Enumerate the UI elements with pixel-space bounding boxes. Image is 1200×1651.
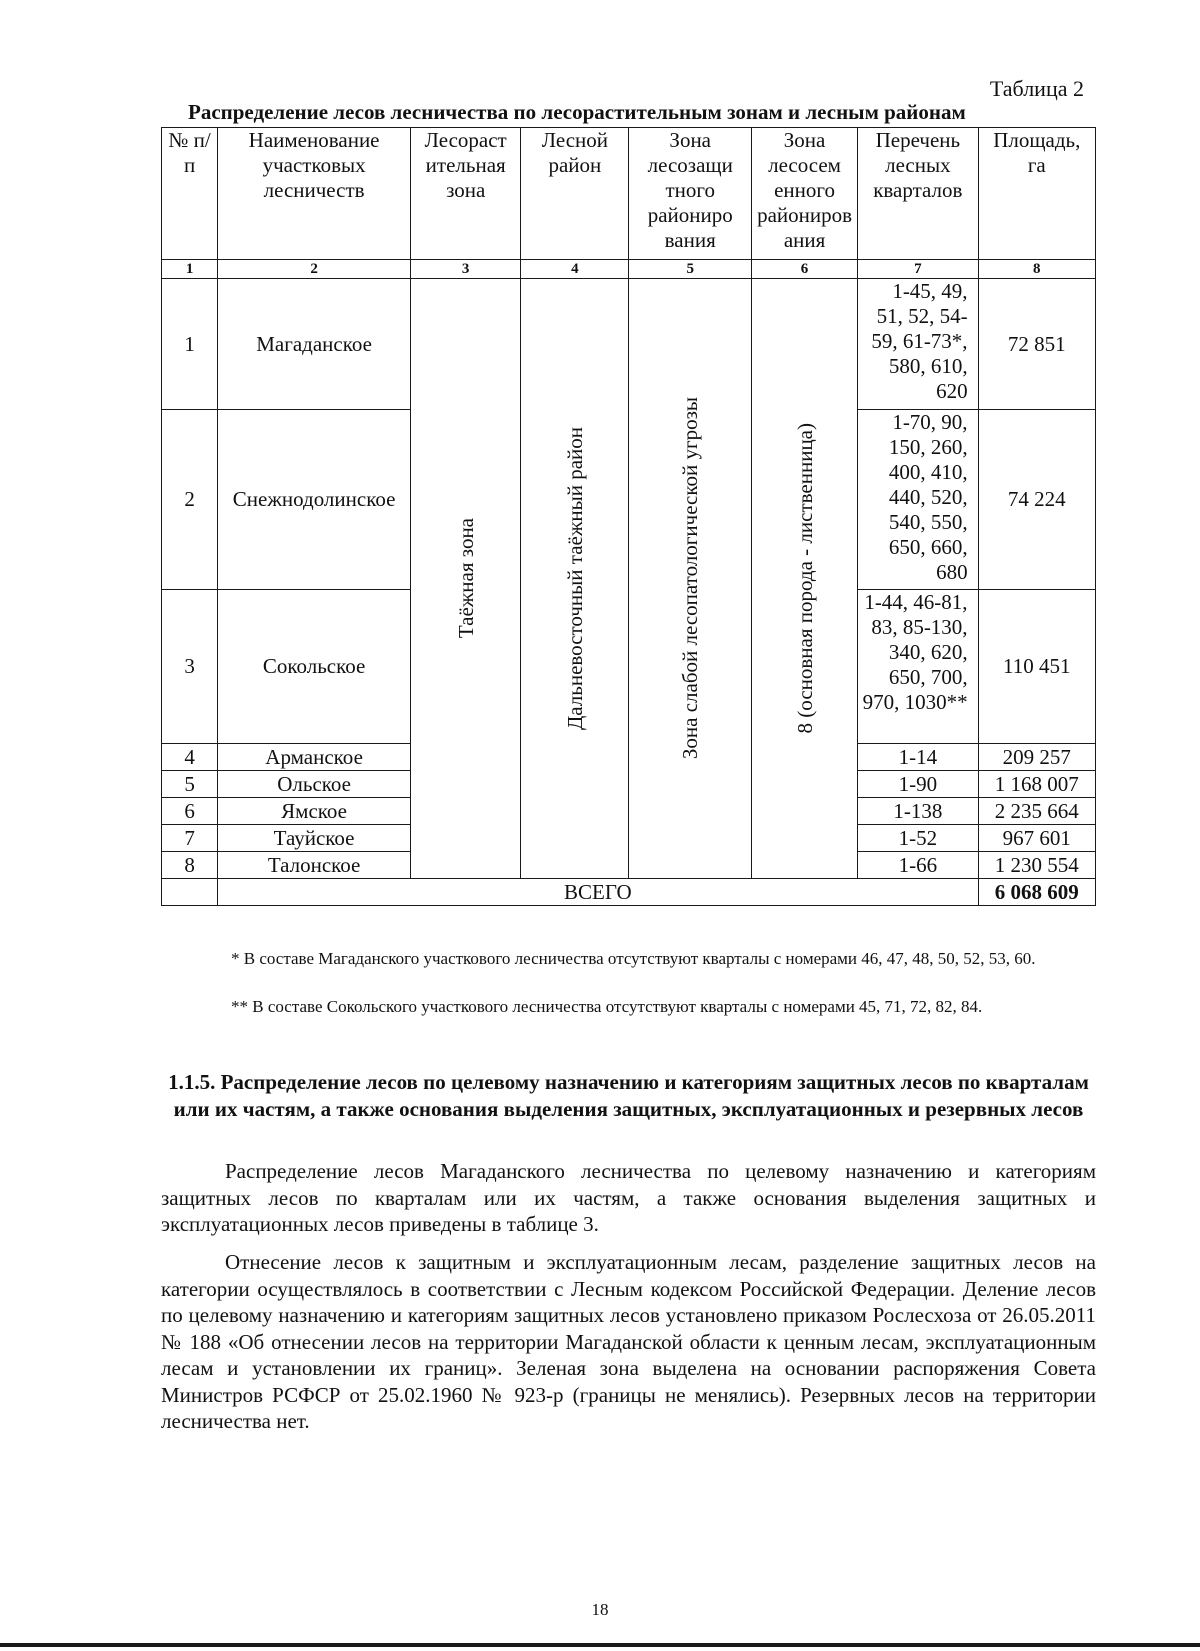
bottom-rule [0,1643,1200,1647]
seed-zone-cell [751,279,857,879]
footnote-2 [161,994,1096,1020]
paragraph-1 [161,1158,1096,1238]
row-number: 8 [162,852,218,879]
area-value: 1 230 554 [978,852,1095,879]
forestry-name: Талонское [218,852,411,879]
area-value: 967 601 [978,825,1095,852]
forestry-name: Снежнодолинское [218,410,411,590]
column-number: 8 [978,260,1095,279]
table-row [162,279,1096,410]
quarters-list: 1-44, 46-81, 83, 85-130, 340, 620, 650, 700, 970, 1030** [858,590,978,744]
table-header-row [162,128,1096,260]
column-number: 2 [218,260,411,279]
table-label: Таблица 2 [989,76,1084,101]
forest-zone-cell [411,279,521,879]
row-number: 7 [162,825,218,852]
quarters-list: 1-52 [858,825,978,852]
quarters-list: 1-70, 90, 150, 260, 400, 410, 440, 520, 540, 550, 650, 660, 680 [858,410,978,590]
table-title: Распределение лесов лесничества по лесорастительным зонам и лесным районам [188,100,966,124]
total-row [162,879,1096,906]
forest-district: Дальневосточный таёжный район [562,426,587,731]
forestry-name: Тауйское [218,825,411,852]
protection-zone: Зона слабой лесопатологической угрозы [678,397,703,760]
quarters-list: 1-66 [858,852,978,879]
paragraph-2-text: Отнесение лесов к защитным и эксплуатационным лесам, разделение защитных лесов на категории осуществлялось в соответствии с Лесным кодексом Российской Федерации. Деление лесов по целевому назначению и категориям защитных лесов установлено приказом Рослесхоза от 26.05.2011 № 188 «Об отнесении лесов на территории Магаданской области к ценным лесам, эксплуатационным лесам и установлении их границ». Зеленая зона выделена на основании распоряжения Совета Министров РСФСР от 25.02.1960 № 923-р (границы не менялись). Резервных лесов на территории лесничества нет. [161,1250,1096,1433]
header-cell: № п/п [162,128,218,260]
area-value: 72 851 [978,279,1095,410]
total-label: ВСЕГО [218,879,978,906]
row-number: 4 [162,744,218,771]
header-cell: Зона лесозащи тного райониро вания [629,128,751,260]
header-cell: Площадь, га [978,128,1095,260]
column-number: 5 [629,260,751,279]
column-number: 1 [162,260,218,279]
page-number: 18 [591,1600,609,1619]
forestry-name: Ямское [218,798,411,825]
column-number: 7 [858,260,978,279]
forest-zone: Таёжная зона [453,518,478,639]
row-number: 3 [162,590,218,744]
area-value: 1 168 007 [978,771,1095,798]
row-number: 6 [162,798,218,825]
header-cell: Перечень лесных кварталов [858,128,978,260]
forest-distribution-table [161,127,1096,906]
row-number: 2 [162,410,218,590]
header-cell: Лесной район [521,128,629,260]
column-number: 3 [411,260,521,279]
paragraph-1-text: Распределение лесов Магаданского лесничества по целевому назначению и категориям защитных лесов по кварталам или их частям, а также основания выделения защитных и эксплуатационных лесов приведены в таблице 3. [161,1159,1096,1236]
column-number: 4 [521,260,629,279]
total-blank-cell [162,879,218,906]
footnote-1-text: * В составе Магаданского участкового лесничества отсутствуют кварталы с номерами 46, 47, 48, 50, 52, 53, 60. [231,949,1036,968]
section-heading: 1.1.5. Распределение лесов по целевому назначению и категориям защитных лесов по кварталам или их частям, а также основания выделения защитных, эксплуатационных и резервных лесов [168,1070,1089,1121]
area-value: 2 235 664 [978,798,1095,825]
forestry-name: Арманское [218,744,411,771]
header-cell: Наименование участковых лесничеств [218,128,411,260]
protection-zone-cell [629,279,751,879]
quarters-list: 1-45, 49, 51, 52, 54-59, 61-73*, 580, 610, 620 [858,279,978,410]
column-number-row [162,260,1096,279]
row-number: 5 [162,771,218,798]
area-value: 74 224 [978,410,1095,590]
column-number: 6 [751,260,857,279]
quarters-list: 1-14 [858,744,978,771]
area-value: 110 451 [978,590,1095,744]
forestry-name: Сокольское [218,590,411,744]
row-number: 1 [162,279,218,410]
forest-district-cell [521,279,629,879]
forestry-name: Ольское [218,771,411,798]
total-value: 6 068 609 [978,879,1095,906]
area-value: 209 257 [978,744,1095,771]
forestry-name: Магаданское [218,279,411,410]
quarters-list: 1-90 [858,771,978,798]
header-cell: Зона лесосем енного райониров ания [751,128,857,260]
paragraph-2 [161,1249,1096,1435]
quarters-list: 1-138 [858,798,978,825]
header-cell: Лесораст ительная зона [411,128,521,260]
footnote-1 [161,946,1096,972]
seed-zone: 8 (основная порода - лиственница) [792,423,817,734]
footnote-2-text: ** В составе Сокольского участкового лесничества отсутствуют кварталы с номерами 45, 71, 72, 82, 84. [231,997,983,1016]
